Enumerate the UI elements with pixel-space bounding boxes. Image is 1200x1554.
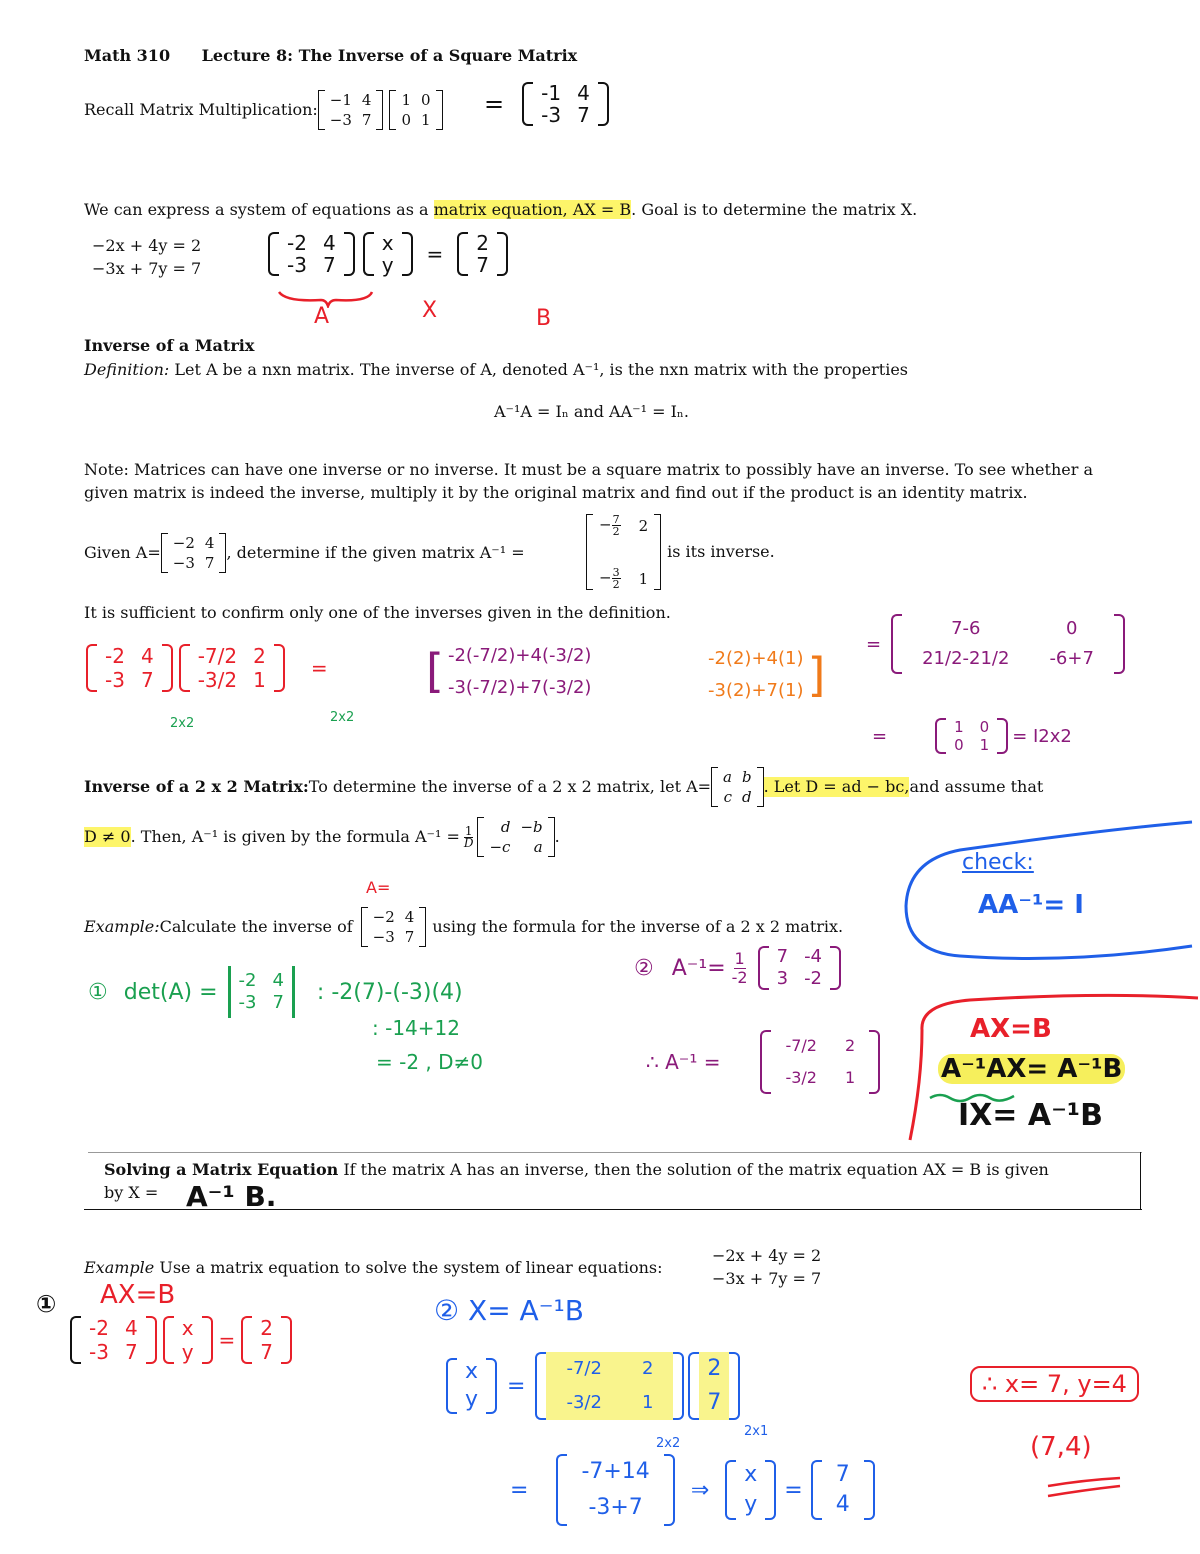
example2-eq1: −2x + 4y = 2 bbox=[712, 1246, 822, 1265]
hw-det-l2: : -14+12 bbox=[372, 1016, 460, 1040]
formula-2x2-line2: D ≠ 0 . Then, A⁻¹ is given by the formula A⁻¹ = $\frac{1}{D}$ d −b −c a . bbox=[84, 818, 560, 856]
hw-final-answer: ∴ x= 7, y=4 bbox=[970, 1366, 1139, 1402]
example2-eq2: −3x + 7y = 7 bbox=[712, 1269, 822, 1288]
example2-line: Example Use a matrix equation to solve the system of linear equations: bbox=[84, 1258, 663, 1277]
formula-matrix-F: d −b −c a bbox=[477, 817, 554, 857]
system-intro: We can express a system of equations as a matrix equation, AX = B. Goal is to determine the matrix X. bbox=[84, 200, 918, 219]
hw-dim-2: 2x2 bbox=[330, 710, 355, 725]
solving-line2: by X = bbox=[104, 1183, 159, 1202]
nonzero-highlight: D ≠ 0 bbox=[84, 827, 131, 846]
hw-system-matrices: -2 4 -3 7 x y = 2 7 bbox=[268, 232, 508, 276]
system-eq1: −2x + 4y = 2 bbox=[92, 236, 202, 255]
hw-det-line: ① det(A) = -2 4 -3 7 : -2(7)-(-3)(4) bbox=[88, 966, 463, 1018]
hw-label-B: B bbox=[536, 306, 552, 331]
hw-point-underline bbox=[1044, 1474, 1124, 1500]
inverse-formula: A⁻¹A = Iₙ and AA⁻¹ = Iₙ. bbox=[494, 402, 689, 421]
hw-inverse-result: ∴ A⁻¹ = -7/2 2 -3/2 1 bbox=[646, 1030, 880, 1094]
hw-matrix-B: 2 7 bbox=[457, 232, 508, 276]
given-inverse-matrix: − $\frac{7}{2}$ 2 − $\frac{3}{2}$ 1 is its inverse. bbox=[586, 514, 775, 590]
hw-step2-label: ② X= A⁻¹B bbox=[434, 1294, 584, 1327]
hw-check-product: -2 4 -3 7 -7/2 2 -3/2 1 = bbox=[86, 644, 328, 692]
hw-step2-result: = -7+14 -3+7 ⇒ x y = 7 4 bbox=[510, 1454, 875, 1526]
hw-side-l1: AX=B bbox=[970, 1014, 1052, 1044]
hw-step1-num: ① bbox=[36, 1290, 57, 1318]
hw-solving-answer: A⁻¹ B. bbox=[186, 1180, 277, 1213]
hw-check-note-eq: AA⁻¹= I bbox=[978, 890, 1084, 920]
hw-dim-A: 2x2 bbox=[656, 1436, 681, 1451]
hw-step1-label: AX=B bbox=[100, 1280, 176, 1310]
hw-check-result: = 7-6 0 21/2-21/2 -6+7 bbox=[866, 614, 1125, 674]
inverse-heading: Inverse of a Matrix bbox=[84, 336, 255, 355]
hw-check-identity: = 1 0 0 1 = I2x2 bbox=[872, 718, 1072, 754]
note-line1: Note: Matrices can have one inverse or no inverse. It must be a square matrix to possibly have an inverse. To see whether a bbox=[84, 460, 1093, 479]
example1-matrix: −2 4 −3 7 bbox=[361, 907, 427, 947]
sufficient-note: It is sufficient to confirm only one of the inverses given in the definition. bbox=[84, 603, 671, 622]
hw-recall-result: = -1 4 -3 7 bbox=[484, 82, 609, 126]
hw-step2-product: x y = -7/2 2 -3/2 1 2 7 bbox=[446, 1352, 740, 1420]
determinant-highlight: . Let D = ad − bc, bbox=[763, 777, 910, 796]
hw-check-row-products: [ -2(-7/2)+4(-3/2) -3(-7/2)+7(-3/2) bbox=[426, 644, 592, 698]
hw-a-equals: A= bbox=[366, 878, 391, 897]
note-line2: given matrix is indeed the inverse, multiply it by the original matrix and find out if the product is an identity matrix. bbox=[84, 483, 1028, 502]
system-eq2: −3x + 7y = 7 bbox=[92, 259, 202, 278]
hw-side-l3: IX= A⁻¹B bbox=[958, 1098, 1103, 1133]
recall-label: Recall Matrix Multiplication: bbox=[84, 100, 318, 119]
hw-final-point: (7,4) bbox=[1030, 1432, 1092, 1462]
recall-matrix-1: −1 4 −3 7 bbox=[318, 90, 384, 130]
hw-label-X: X bbox=[422, 298, 438, 323]
hw-dim-B: 2x1 bbox=[744, 1424, 769, 1439]
hw-matrix-A: -2 4 -3 7 bbox=[268, 232, 355, 276]
example1-line: Example: Calculate the inverse of −2 4 −3 7 using the formula for the inverse of a 2 x 2 matrix. bbox=[84, 908, 844, 946]
inverse-definition: Definition: Let A be a nxn matrix. The inverse of A, denoted A⁻¹, is the nxn matrix with the properties bbox=[84, 360, 909, 379]
formula-matrix-A: a b c d bbox=[711, 767, 764, 807]
box-top-rule bbox=[88, 1152, 1142, 1153]
box-right-rule bbox=[1140, 1152, 1141, 1210]
hw-inverse-formula: ② A⁻¹= $\frac{1}{-2}$ 7 -4 3 -2 bbox=[634, 946, 841, 990]
hw-dim-1: 2x2 bbox=[170, 716, 195, 731]
given-matrix-A: −2 4 −3 7 bbox=[161, 533, 227, 573]
hw-matrix-X: x y bbox=[363, 232, 413, 276]
solving-line1: Solving a Matrix Equation If the matrix A has an inverse, then the solution of the matrix equation AX = B is given bbox=[104, 1160, 1049, 1179]
hw-check-note-title: check: bbox=[962, 850, 1034, 875]
hw-step1-matrices: -2 4 -3 7 x y = 2 7 bbox=[70, 1316, 292, 1364]
formula-2x2-line1: Inverse of a 2 x 2 Matrix: To determine the inverse of a 2 x 2 matrix, let A= a b c d . Let D = ad − bc, and assume that bbox=[84, 768, 1044, 806]
hw-check-col-products: -2(2)+4(1) -3(2)+7(1) ] bbox=[708, 648, 826, 702]
given-line: Given A= −2 4 −3 7 , determine if the given matrix A⁻¹ = bbox=[84, 534, 525, 572]
hw-label-A: A bbox=[314, 304, 330, 329]
matrix-equation-highlight: matrix equation, AX = B bbox=[433, 200, 632, 219]
hw-side-l2-wrap bbox=[938, 1054, 1125, 1084]
course-title bbox=[84, 46, 577, 66]
hw-det-l3: = -2 , D≠0 bbox=[376, 1050, 484, 1074]
lecture-title: Lecture 8: The Inverse of a Square Matrix bbox=[201, 46, 578, 65]
recall-matrix-2: 1 0 0 1 bbox=[389, 90, 442, 130]
hw-side-l2: A⁻¹AX= A⁻¹B bbox=[938, 1054, 1125, 1084]
course-code: Math 310 bbox=[84, 46, 171, 65]
recall-line bbox=[84, 90, 443, 130]
